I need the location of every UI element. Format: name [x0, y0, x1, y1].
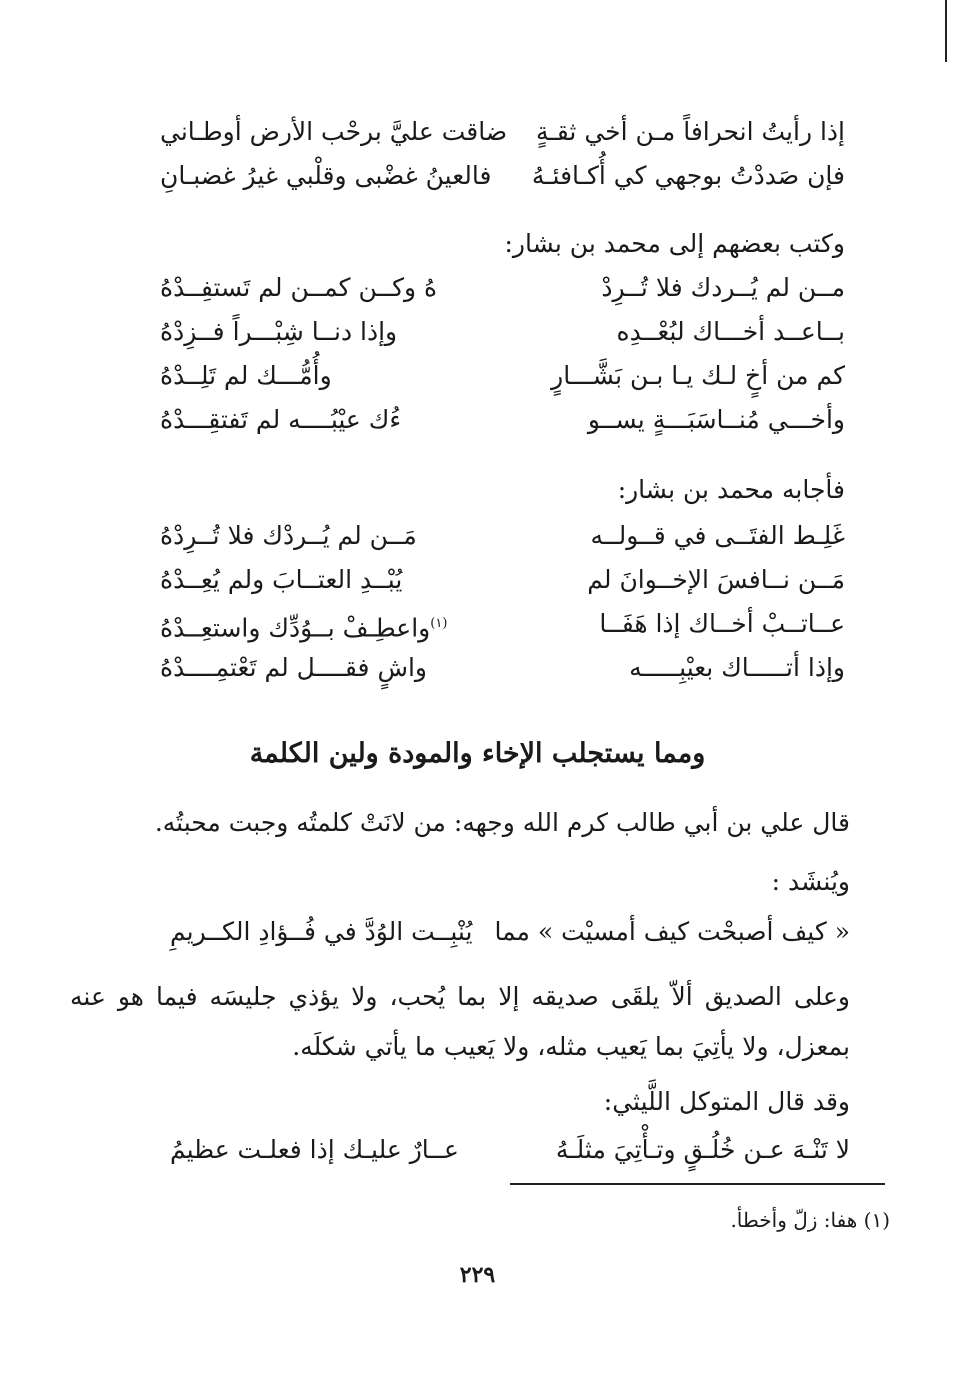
second-hemistich: عــارٌ عليـك إذا فعلـت عظيمُ — [170, 1135, 459, 1164]
intro-line: وكتب بعضهم إلى محمد بن بشار: — [504, 229, 845, 258]
second-hemistich: مَــن لم يُــردْك فلا تُــرِدْهُ — [160, 521, 417, 550]
footnote-marker: (١) — [430, 616, 448, 631]
first-hemistich: عــاتــبْ أخــاك إذا هَفَــا — [599, 609, 845, 638]
first-hemistich: فإن صَددْتُ بوجهي كي أُكـافئـهُ — [531, 161, 845, 190]
second-hemistich: $^{(١)}$واعطِـفْ بــوُدِّك واستعِــدْهُ — [160, 613, 448, 643]
verse-line — [130, 110, 845, 154]
verses-top — [130, 110, 845, 198]
page-edge-line — [945, 0, 947, 62]
intro-line: فأجابه محمد بن بشار: — [617, 475, 845, 504]
second-hemistich: ضاقت عليَّ برحْب الأرض أوطـاني — [160, 117, 508, 146]
verse-line — [130, 354, 845, 398]
verse-single-2 — [150, 1128, 850, 1172]
first-hemistich: بــاعــد أخـــاك لبُعْــدِه — [616, 317, 845, 346]
first-hemistich: مَــن نــافسَ الإخــوانَ لم — [587, 565, 845, 594]
first-hemistich: لا تَنْـهَ عـن خُلُـقٍ وتـأْتِيَ مثلَـهُ — [555, 1135, 850, 1164]
footnote: (١) هفا: زلّ وأخطأ. — [730, 1208, 890, 1232]
verse-line — [130, 602, 845, 646]
second-hemistich: وأُمُّـــك لم تَلِــدْهُ — [160, 361, 332, 390]
first-hemistich: « كيف أصبحْت كيف أمسيْت » مما — [494, 917, 850, 946]
verse-line — [150, 1128, 850, 1172]
verse-single-1 — [150, 910, 850, 954]
footnote-separator — [510, 1183, 885, 1185]
verse-line — [130, 514, 845, 558]
first-hemistich: كم من أخٍ لـك يـا بـن بَشَّـــارٍ — [551, 361, 845, 390]
second-hemistich: يُبْــدِ العتــابَ ولم يُعِــدْهُ — [160, 565, 403, 594]
second-hemistich: وإذا دنــا شِبْـــراً فــزِدْهُ — [160, 317, 398, 346]
verse-line — [130, 310, 845, 354]
verse-line — [130, 558, 845, 602]
verses-poem-2 — [130, 514, 845, 690]
verse-line — [150, 910, 850, 954]
first-hemistich: وإذا أتـــــاك بعيْبِـــــه — [629, 653, 845, 682]
quote-paragraph: قال علي بن أبي طالب كرم الله وجهه: من لانَتْ كلمتُه وجبت محبتُه. — [154, 808, 850, 837]
first-hemistich: غَلِـط الفتَــى في قــولــه — [590, 521, 845, 550]
first-hemistich: وأخـــي مُنــاسَبَـــةٍ يســو — [587, 405, 845, 434]
intro-line: ويُنشَد : — [771, 867, 850, 896]
verse-line — [130, 266, 845, 310]
verse-line — [130, 154, 845, 198]
verse-line — [130, 398, 845, 442]
second-hemistich: فالعينُ غضْبى وقلْبي غيرُ غضبـانِ — [160, 161, 492, 190]
verses-poem-1 — [130, 266, 845, 442]
first-hemistich: إذا رأيتُ انحرافاً مـن أخي ثقـةٍ — [536, 117, 845, 146]
second-hemistich: واشٍ فقــــل لم تَعْتمِــــدْهُ — [160, 653, 427, 682]
page-number: ٢٢٩ — [459, 1262, 496, 1288]
section-heading: ومما يستجلب الإخاء والمودة ولين الكلمة — [249, 738, 706, 769]
second-hemistich: ءُك عيْبُــــه لم تَفتقِـــدْهُ — [160, 405, 402, 434]
intro-line: وقد قال المتوكل اللَّيثي: — [603, 1087, 850, 1116]
first-hemistich: مــن لم يُــردك فلا تُــرِدْ — [601, 273, 845, 302]
second-hemistich: هُ وكــن كمــن لم تَستفِــدْهُ — [160, 273, 438, 302]
second-hemistich: يُنْبِــت الوُدَّ في فُــؤادِ الكــريمِ — [170, 917, 473, 946]
verse-line — [130, 646, 845, 690]
body-paragraph: وعلى الصديق ألاّ يلقَى صديقه إلا بما يُحب، ولا يؤذي جليسَه فيما هو عنه بمعزل، ولا يأتِيَ بما يَعيب مثله، ولا يَعيب ما يأتي شكلَه. — [70, 982, 850, 1061]
